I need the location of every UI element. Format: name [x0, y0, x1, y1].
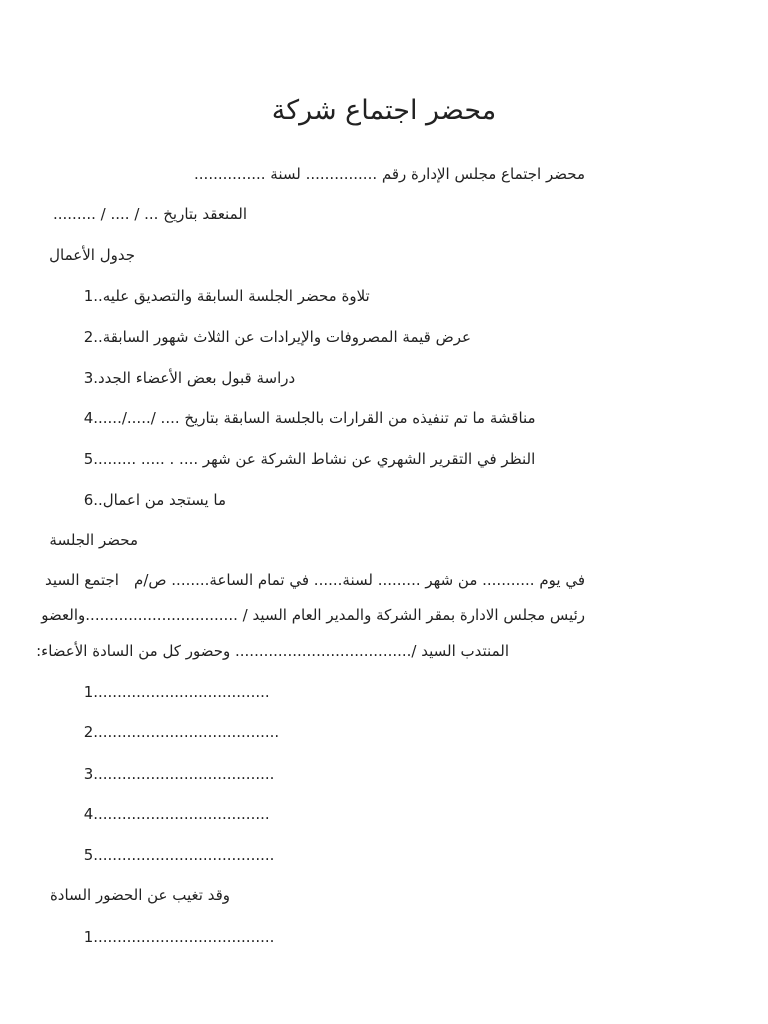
attendee-item [40, 720, 585, 744]
absentee-item [40, 925, 585, 949]
item-text: تلاوة محضر الجلسة السابقة والتصديق عليه. [98, 287, 370, 305]
item-number: 6. [83, 491, 98, 509]
item-number: 3. [83, 369, 98, 387]
item-number: 5. [83, 450, 98, 468]
attendee-blank: .................................... [98, 805, 270, 823]
absent-heading: وقد تغيب عن الحضور السادة [49, 886, 230, 904]
item-number: 1. [83, 683, 98, 701]
agenda-item [40, 325, 585, 349]
session-line-1-main: في يوم ........... من شهر ......... لسنة...... في تمام الساعة........ ص/م [134, 571, 585, 589]
item-number: 2. [83, 723, 98, 741]
item-number: 3. [83, 765, 98, 783]
item-number: 1. [83, 928, 98, 946]
session-line-3: المنتدب السيد /..................................... وحضور كل من السادة الأعضاء: [36, 642, 509, 660]
attendee-blank: ...................................... [98, 723, 280, 741]
attendee-blank: ..................................... [98, 846, 275, 864]
session-line-1 [45, 569, 585, 591]
item-text: دراسة قبول بعض الأعضاء الجدد [98, 369, 296, 387]
meeting-number-line: محضر اجتماع مجلس الإدارة رقم ............... لسنة ............... [194, 165, 585, 183]
document-title: محضر اجتماع شركة [271, 95, 497, 126]
attendee-blank: .................................... [98, 683, 270, 701]
attendee-item [40, 802, 585, 826]
session-line-2-main: رئيس مجلس الادارة بمقر الشركة والمدير العام السيد / ................................ [85, 606, 585, 624]
meeting-date-line: المنعقد بتاريخ ... / .... / ......... [52, 205, 247, 223]
attendee-item [40, 680, 585, 704]
item-text: مناقشة ما تم تنفيذه من القرارات بالجلسة السابقة بتاريخ .... /...../..... [98, 409, 536, 427]
session-heading: محضر الجلسة [49, 531, 138, 549]
agenda-item [40, 284, 585, 308]
item-text: ما يستجد من اعمال. [98, 491, 227, 509]
item-number: 2. [83, 328, 98, 346]
agenda-item [40, 406, 585, 430]
attendee-item [40, 762, 585, 786]
item-number: 1. [83, 287, 98, 305]
session-line-2-end: والعضو [41, 606, 86, 624]
agenda-item [40, 366, 585, 390]
item-number: 4. [83, 805, 98, 823]
absentee-blank: ..................................... [98, 928, 275, 946]
item-text: النظر في التقرير الشهري عن نشاط الشركة عن شهر .... . ..... ........ [98, 450, 536, 468]
item-number: 4. [83, 409, 98, 427]
item-number: 5. [83, 846, 98, 864]
session-line-1-end: اجتمع السيد [45, 571, 119, 589]
agenda-item [40, 488, 585, 512]
agenda-item [40, 447, 585, 471]
item-text: عرض قيمة المصروفات والإيرادات عن الثلاث شهور السابقة. [98, 328, 471, 346]
attendee-blank: ..................................... [98, 765, 275, 783]
agenda-heading: جدول الأعمال [49, 246, 135, 264]
session-line-2 [41, 604, 585, 626]
attendee-item [40, 843, 585, 867]
